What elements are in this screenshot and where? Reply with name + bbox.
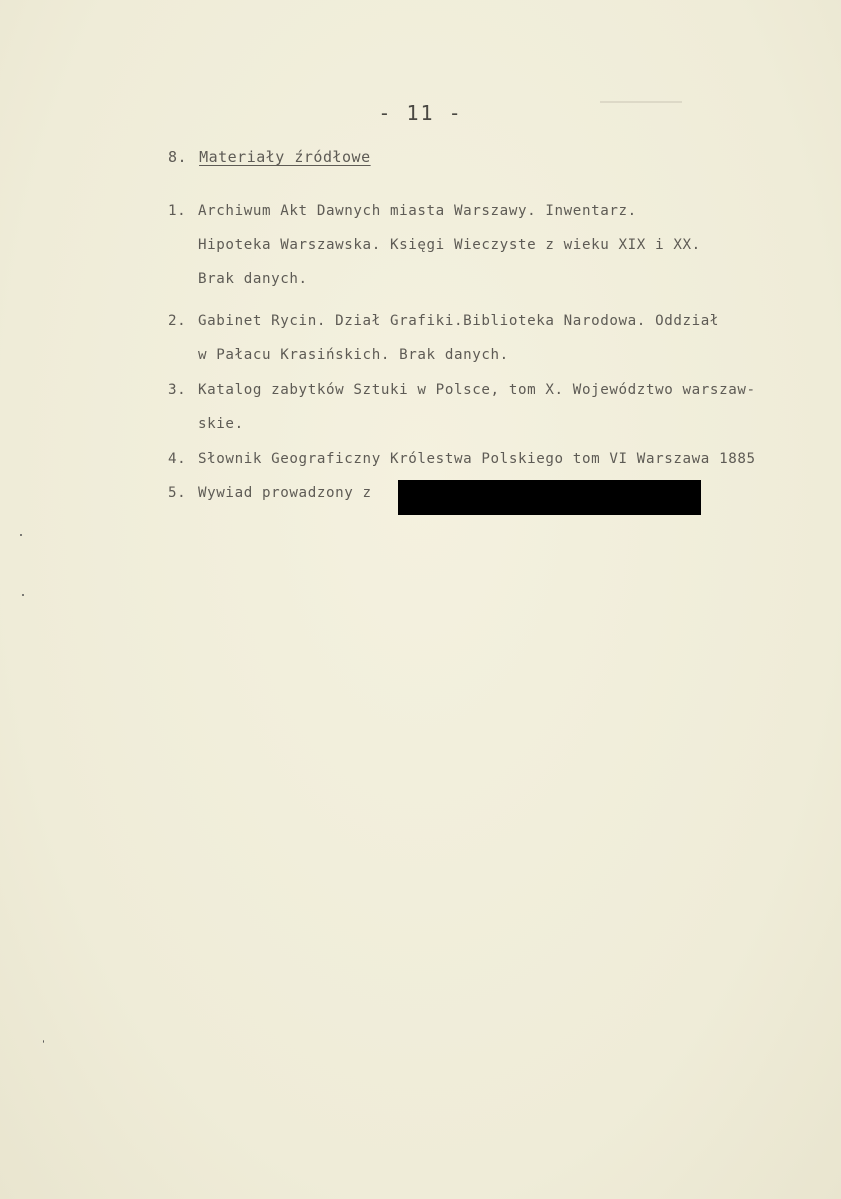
paper-speck (22, 594, 24, 596)
item-number: 4. (168, 451, 187, 467)
item-line: skie. (198, 416, 244, 432)
section-title: Materiały źródłowe (199, 148, 371, 166)
item-number: 3. (168, 382, 187, 398)
item-line: Brak danych. (198, 271, 308, 287)
item-line: Katalog zabytków Sztuki w Polsce, tom X. Województwo warszaw- (198, 382, 756, 398)
item-line: Gabinet Rycin. Dział Grafiki.Biblioteka Narodowa. Oddział (198, 313, 720, 329)
section-number: 8. (168, 148, 188, 166)
page-number: - 11 - (378, 101, 463, 125)
source-item-2 (168, 313, 719, 329)
source-item-3 (168, 382, 756, 398)
paper-speck (43, 1040, 44, 1043)
item-line: Archiwum Akt Dawnych miasta Warszawy. Inwentarz. (198, 203, 637, 219)
redaction-block (398, 480, 701, 515)
item-line: Wywiad prowadzony z (198, 485, 372, 501)
source-item-5 (168, 485, 372, 501)
source-item-1 (168, 203, 637, 219)
item-line: Hipoteka Warszawska. Księgi Wieczyste z wieku XIX i XX. (198, 237, 701, 253)
item-line: w Pałacu Krasińskich. Brak danych. (198, 347, 509, 363)
source-item-4 (168, 451, 756, 467)
section-heading (168, 148, 371, 166)
item-number: 5. (168, 485, 187, 501)
item-number: 2. (168, 313, 187, 329)
paper-speck (20, 534, 22, 536)
item-number: 1. (168, 203, 187, 219)
item-line: Słownik Geograficzny Królestwa Polskiego tom VI Warszawa 1885 (198, 451, 756, 467)
